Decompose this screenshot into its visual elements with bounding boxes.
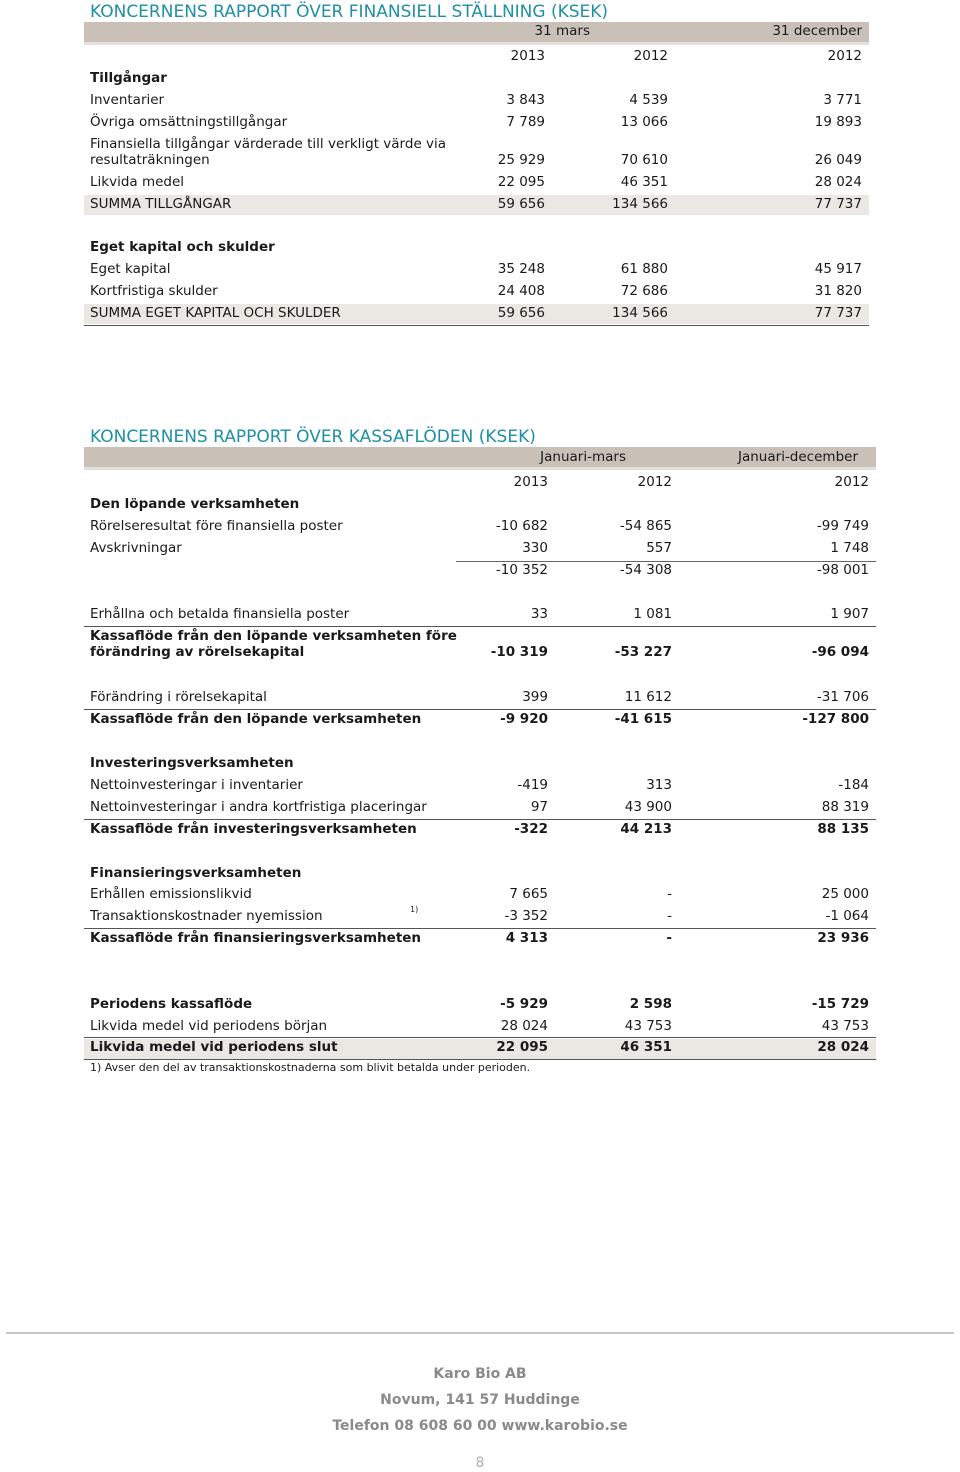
cashflow-row-label: Den löpande verksamheten: [90, 496, 300, 512]
page-number: 8: [475, 1455, 485, 1471]
cashflow-row: [84, 865, 876, 887]
cashflow-cell: 399: [522, 689, 548, 705]
cashflow-year-3: 2012: [834, 474, 869, 490]
cashflow-cell: -54 865: [619, 518, 672, 534]
cashflow-row-label: Kassaflöde från den löpande verksamheten: [90, 711, 422, 727]
cashflow-rule: [84, 819, 876, 820]
cashflow-row: [84, 799, 876, 821]
balance-cell: 134 566: [612, 305, 668, 321]
cashflow-rule: [84, 626, 876, 627]
cashflow-row: [84, 689, 876, 711]
cashflow-row-label: Avskrivningar: [90, 540, 182, 556]
cashflow-row: [84, 562, 876, 584]
cashflow-cell: -99 749: [816, 518, 869, 534]
cashflow-rule: [84, 709, 876, 710]
balance-cell: 35 248: [497, 261, 545, 277]
footer-contact: Telefon 08 608 60 00 www.karobio.se: [332, 1418, 628, 1434]
cashflow-row-label: Förändring i rörelsekapital: [90, 689, 267, 705]
cashflow-row: [84, 711, 876, 733]
cashflow-cell: 44 213: [620, 821, 672, 837]
balance-row-label: Finansiella tillgångar värderade till verkligt värde via: [90, 136, 447, 152]
balance-row-label: Kortfristiga skulder: [90, 283, 218, 299]
balance-row: [84, 261, 869, 283]
cashflow-cell: 46 351: [620, 1039, 672, 1055]
cashflow-row: [84, 905, 876, 930]
balance-cell: 25 929: [497, 152, 545, 168]
balance-cell: 77 737: [814, 305, 862, 321]
cashflow-cell: 97: [530, 799, 548, 815]
cashflow-row: [84, 628, 876, 660]
balance-group2: 31 december: [772, 23, 862, 39]
cashflow-row: [84, 518, 876, 540]
balance-row-label-cont: resultaträkningen: [90, 152, 210, 168]
cashflow-group1: Januari-mars: [540, 449, 626, 465]
balance-rule: [84, 325, 869, 326]
cashflow-row-label-cont: förändring av rörelsekapital: [90, 644, 305, 660]
balance-row-label: Övriga omsättningstillgångar: [90, 114, 288, 130]
cashflow-row: [84, 755, 876, 777]
balance-row: [84, 70, 869, 92]
cashflow-row: [84, 540, 876, 562]
balance-row-label: SUMMA EGET KAPITAL OCH SKULDER: [90, 305, 341, 321]
balance-title: KONCERNENS RAPPORT ÖVER FINANSIELL STÄLLNING (KSEK): [90, 2, 609, 22]
cashflow-rule: [84, 1059, 876, 1060]
balance-cell: 59 656: [497, 196, 545, 212]
balance-cell: 3 771: [823, 92, 862, 108]
cashflow-cell: 28 024: [817, 1039, 869, 1055]
balance-row: [84, 283, 869, 305]
balance-cell: 3 843: [506, 92, 545, 108]
cashflow-cell: -96 094: [811, 644, 869, 660]
cashflow-row-label: Nettoinvesteringar i andra kortfristiga placeringar: [90, 799, 427, 815]
cashflow-cell: 22 095: [496, 1039, 548, 1055]
footer-divider: [6, 1332, 954, 1334]
cashflow-row: [84, 821, 876, 843]
balance-row: [84, 114, 869, 136]
cashflow-cell: -322: [514, 821, 548, 837]
balance-year-1: 2013: [510, 48, 545, 64]
balance-row-label: Tillgångar: [90, 70, 167, 86]
balance-row-label: SUMMA TILLGÅNGAR: [90, 196, 232, 212]
cashflow-cell: 1 748: [830, 540, 869, 556]
cashflow-cell: -9 920: [500, 711, 548, 727]
cashflow-year-1: 2013: [513, 474, 548, 490]
cashflow-cell: 4 313: [505, 930, 548, 946]
balance-cell: 77 737: [814, 196, 862, 212]
cashflow-cell: 330: [522, 540, 548, 556]
cashflow-cell: -53 227: [614, 644, 672, 660]
balance-cell: 22 095: [497, 174, 545, 190]
balance-row-label: Likvida medel: [90, 174, 185, 190]
balance-row: [84, 136, 869, 168]
cashflow-cell: 33: [530, 606, 548, 622]
balance-row: [84, 195, 869, 215]
cashflow-row-label: Transaktionskostnader nyemission: [90, 908, 323, 924]
balance-group1: 31 mars: [534, 23, 590, 39]
cashflow-cell: -54 308: [619, 562, 672, 578]
cashflow-cell: 88 135: [817, 821, 869, 837]
balance-cell: 19 893: [814, 114, 862, 130]
cashflow-cell: 1 081: [633, 606, 672, 622]
footnote: 1) Avser den del av transaktionskostnaderna som blivit betalda under perioden.: [90, 1061, 531, 1074]
balance-year-3: 2012: [827, 48, 862, 64]
cashflow-cell: -184: [838, 777, 869, 793]
cashflow-rule: [84, 1037, 876, 1038]
cashflow-cell: 313: [646, 777, 672, 793]
balance-cell: 45 917: [814, 261, 862, 277]
cashflow-row: [84, 777, 876, 799]
cashflow-rule: [84, 928, 876, 929]
cashflow-cell: -419: [517, 777, 548, 793]
balance-cell: 28 024: [814, 174, 862, 190]
cashflow-row-label: Kassaflöde från den löpande verksamheten före: [90, 628, 457, 644]
balance-cell: 7 789: [506, 114, 545, 130]
cashflow-group2: Januari-december: [738, 449, 858, 465]
balance-row-label: Eget kapital och skulder: [90, 239, 275, 255]
cashflow-cell: -3 352: [504, 908, 548, 924]
cashflow-cell: -15 729: [811, 996, 869, 1012]
balance-cell: 72 686: [620, 283, 668, 299]
cashflow-cell: -10 352: [495, 562, 548, 578]
cashflow-cell: -98 001: [816, 562, 869, 578]
balance-row: [84, 239, 869, 261]
cashflow-cell: -41 615: [614, 711, 672, 727]
balance-row-label: Inventarier: [90, 92, 165, 108]
balance-cell: 134 566: [612, 196, 668, 212]
balance-cell: 24 408: [497, 283, 545, 299]
header-band-shadow: [84, 467, 876, 470]
cashflow-cell: 23 936: [817, 930, 869, 946]
balance-row: [84, 174, 869, 196]
cashflow-row: [84, 606, 876, 628]
cashflow-cell: -5 929: [500, 996, 548, 1012]
cashflow-row-label: Erhållen emissionslikvid: [90, 886, 252, 902]
footer-company: Karo Bio AB: [433, 1366, 527, 1382]
cashflow-row: [84, 996, 876, 1018]
cashflow-cell: 88 319: [821, 799, 869, 815]
balance-cell: 4 539: [629, 92, 668, 108]
cashflow-cell: -1 064: [825, 908, 869, 924]
cashflow-row: [84, 1039, 876, 1059]
cashflow-cell: 557: [646, 540, 672, 556]
cashflow-row-note: 1): [410, 905, 419, 914]
balance-cell: 13 066: [620, 114, 668, 130]
balance-row: [84, 92, 869, 114]
cashflow-cell: -31 706: [816, 689, 869, 705]
cashflow-cell: 43 753: [821, 1018, 869, 1034]
cashflow-row-label: Rörelseresultat före finansiella poster: [90, 518, 343, 534]
cashflow-year-2: 2012: [637, 474, 672, 490]
balance-cell: 46 351: [620, 174, 668, 190]
balance-cell: 59 656: [497, 305, 545, 321]
cashflow-row-label: Finansieringsverksamheten: [90, 865, 302, 881]
cashflow-cell: -127 800: [802, 711, 869, 727]
cashflow-cell: -10 319: [490, 644, 548, 660]
cashflow-cell: 1 907: [830, 606, 869, 622]
cashflow-row-label: Periodens kassaflöde: [90, 996, 253, 1012]
cashflow-cell: 43 900: [624, 799, 672, 815]
balance-cell: 26 049: [814, 152, 862, 168]
cashflow-row-label: Investeringsverksamheten: [90, 755, 294, 771]
header-band-shadow: [84, 42, 869, 45]
cashflow-row: [84, 930, 876, 952]
cashflow-cell: 7 665: [509, 886, 548, 902]
cashflow-cell: -: [667, 908, 672, 924]
cashflow-cell: 25 000: [821, 886, 869, 902]
cashflow-row-label: Erhållna och betalda finansiella poster: [90, 606, 350, 622]
cashflow-row-label: Kassaflöde från investeringsverksamheten: [90, 821, 417, 837]
cashflow-title: KONCERNENS RAPPORT ÖVER KASSAFLÖDEN (KSEK): [90, 427, 536, 447]
cashflow-cell: 2 598: [629, 996, 672, 1012]
balance-cell: 70 610: [620, 152, 668, 168]
balance-year-2: 2012: [633, 48, 668, 64]
balance-cell: 61 880: [620, 261, 668, 277]
cashflow-cell: 43 753: [624, 1018, 672, 1034]
footer-address: Novum, 141 57 Huddinge: [380, 1392, 580, 1408]
cashflow-cell: 11 612: [624, 689, 672, 705]
cashflow-row-label: Kassaflöde från finansieringsverksamheten: [90, 930, 422, 946]
cashflow-row-label: Likvida medel vid periodens slut: [90, 1039, 338, 1055]
cashflow-row: [84, 886, 876, 908]
cashflow-row-label: Nettoinvesteringar i inventarier: [90, 777, 303, 793]
cashflow-row: [84, 496, 876, 518]
balance-row-label: Eget kapital: [90, 261, 171, 277]
cashflow-cell: -: [667, 886, 672, 902]
cashflow-cell: 28 024: [500, 1018, 548, 1034]
balance-cell: 31 820: [814, 283, 862, 299]
cashflow-cell: -10 682: [495, 518, 548, 534]
cashflow-row-label: Likvida medel vid periodens början: [90, 1018, 328, 1034]
cashflow-cell: -: [666, 930, 672, 946]
balance-row: [84, 304, 869, 324]
